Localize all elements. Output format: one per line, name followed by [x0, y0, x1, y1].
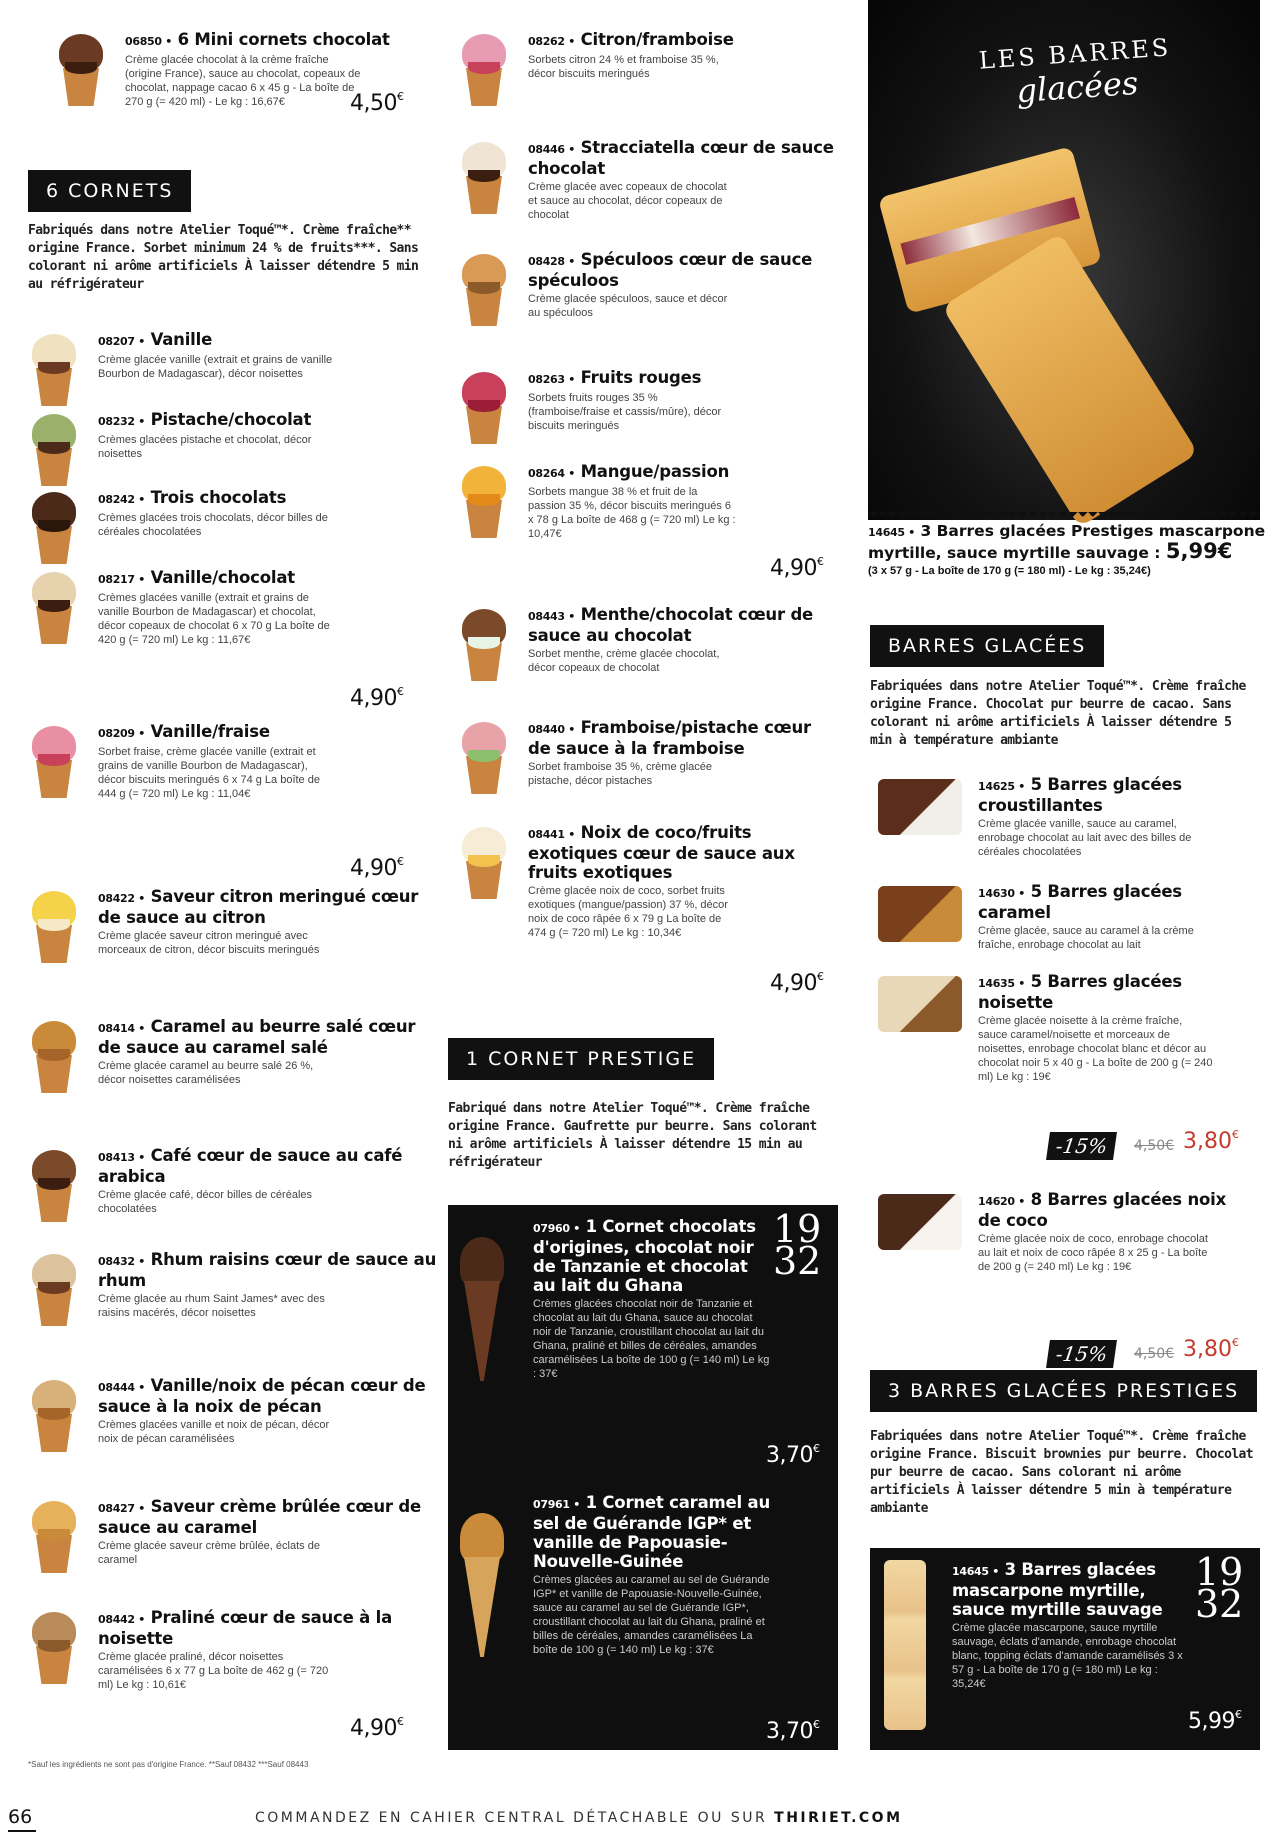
ice-cream-cone-image	[28, 492, 80, 568]
item-desc: Crème glacée café, décor billes de céréales chocolatées	[98, 1189, 313, 1215]
prestige-item-title: 1 Cornet chocolats d'origines, chocolat noir de Tanzanie et chocolat au lait du Ghana	[533, 1217, 756, 1295]
section-title-6-cornets: 6 CORNETS	[28, 170, 191, 212]
item-text	[528, 462, 838, 541]
item-code: 06850 •	[125, 35, 173, 48]
item-text	[98, 488, 438, 539]
item-desc: Sorbets citron 24 % et framboise 35 %, décor biscuits meringués	[528, 54, 719, 80]
old-price: 4,50€	[1134, 1346, 1175, 1362]
item-code: 08263 •	[528, 373, 576, 386]
barre-item-text	[978, 775, 1243, 859]
item-desc: Crème glacée spéculoos, sauce et décor au spéculoos	[528, 293, 728, 319]
item-title: Pistache/chocolat	[150, 410, 312, 429]
hero-title-line-2: glacées	[1015, 63, 1140, 111]
item-text	[528, 368, 838, 433]
hero-title-line-1: LES BARRES	[977, 33, 1173, 75]
hero-item-price: 5,99€	[1165, 539, 1233, 563]
item-code: 08443 •	[528, 610, 576, 623]
item-code: 08413 •	[98, 1151, 146, 1164]
item-desc: Crème glacée noix de coco, sorbet fruits exotiques (mangue/passion) 37 %, décor noix de coco râpée 6 x 79 g La boîte de 474 g (= 720 ml) Le kg : 10,34€	[528, 885, 728, 939]
section-title-cornet-prestige: 1 CORNET PRESTIGE	[448, 1038, 714, 1080]
ice-cream-cone-image	[28, 1501, 80, 1577]
ice-cream-cone-image	[458, 466, 510, 542]
prestige-bar-image	[884, 1560, 926, 1730]
item-code: 08262 •	[528, 35, 576, 48]
barre-item-title: 5 Barres glacées noisette	[978, 972, 1182, 1012]
sauce-shape	[38, 1178, 70, 1190]
item-text	[98, 1146, 438, 1216]
sauce-shape	[38, 754, 70, 766]
item-text	[528, 605, 838, 675]
ice-cream-cone-image	[28, 1021, 80, 1097]
sauce-shape	[468, 637, 500, 649]
section-title-barres: BARRES GLACÉES	[870, 625, 1104, 667]
item-title: Citron/framboise	[580, 30, 734, 49]
logo-line-1: 19	[773, 1207, 822, 1251]
item-text	[98, 1250, 438, 1320]
section-intro-prestiges: Fabriquées dans notre Atelier Toqué™*. Crème fraîche origine France. Biscuit brownies pur beurre. Chocolat pur beurre de cacao. Sans colorant ni arôme artificiels À laisser détendre 5 min à température ambiante	[870, 1429, 1254, 1516]
item-title: Spéculoos cœur de sauce spéculoos	[528, 250, 813, 290]
barre-item-text	[978, 1190, 1243, 1274]
ice-cream-cone-image	[458, 142, 510, 218]
prestige-bar-code: 14645 •	[952, 1565, 1000, 1578]
euro-sign: €	[1234, 1708, 1242, 1721]
item-title: Praliné cœur de sauce à la noisette	[98, 1608, 393, 1648]
section-intro-6-cornets: Fabriqués dans notre Atelier Toqué™*. Crème fraîche** origine France. Sorbet minimum 24 % de fruits***. Sans colorant ni arôme artificiels À laisser détendre 5 min au réfrigérateur	[28, 223, 419, 292]
sauce-shape	[65, 62, 97, 74]
sauce-shape	[38, 1408, 70, 1420]
item-price: 4,50€	[350, 90, 404, 116]
item-code: 08232 •	[98, 415, 146, 428]
sauce-shape	[38, 1529, 70, 1541]
item-desc: Sorbets fruits rouges 35 % (framboise/fraise et cassis/mûre), décor biscuits meringués	[528, 392, 722, 432]
sauce-shape	[468, 855, 500, 867]
ice-cream-cone-image	[458, 34, 510, 110]
prestige-box	[448, 1205, 838, 1750]
barre-item-code: 14625 •	[978, 780, 1026, 793]
item-title: Stracciatella cœur de sauce chocolat	[528, 138, 834, 178]
item-desc: Sorbet framboise 35 %, crème glacée pistache, décor pistaches	[528, 761, 713, 787]
sauce-shape	[468, 494, 500, 506]
barre-item-text	[978, 882, 1243, 952]
item-title: Vanille/noix de pécan cœur de sauce à la noix de pécan	[98, 1376, 426, 1416]
prestige-item-desc: Crèmes glacées chocolat noir de Tanzanie et chocolat au lait du Ghana, sauce au chocolat noir de Tanzanie, croustillant chocolat au lait du Ghana, praliné et billes de céréales, amandes caramélisées La boîte de 100 g (= 140 ml) Le kg : 37€	[533, 1298, 770, 1380]
ice-cream-cone-image	[458, 722, 510, 798]
prestige-item-price: 3,70€	[766, 1442, 820, 1468]
item-text	[98, 722, 438, 801]
prestige-item-code: 07961 •	[533, 1498, 581, 1511]
ice-cream-cone-image	[28, 726, 80, 802]
barre-item-code: 14635 •	[978, 977, 1026, 990]
item-code: 08414 •	[98, 1022, 146, 1035]
barre-image	[878, 886, 962, 942]
sauce-shape	[38, 520, 70, 532]
sauce-shape	[38, 1049, 70, 1061]
sauce-shape	[38, 919, 70, 931]
item-title: Mangue/passion	[580, 462, 730, 481]
item-desc: Crèmes glacées trois chocolats, décor billes de céréales chocolatées	[98, 512, 328, 538]
section-intro-cornet-prestige: Fabriqué dans notre Atelier Toqué™*. Crème fraîche origine France. Gaufrette pur beurre. Sans colorant ni arôme artificiels À laisser détendre 15 min au réfrigérateur	[448, 1101, 817, 1170]
barre-item-desc: Crème glacée noix de coco, enrobage chocolat au lait et noix de coco râpée 8 x 25 g - La boîte de 200 g (= 240 ml) Le kg : 19€	[978, 1233, 1208, 1273]
item-desc: Crème glacée chocolat à la crème fraîche (origine France), sauce au chocolat, copeaux de chocolat, nappage cacao 6 x 45 g - La boîte de 270 g (= 420 ml) - Le kg : 16,67€	[125, 54, 361, 108]
item-code: 08441 •	[528, 828, 576, 841]
item-desc: Crème glacée vanille (extrait et grains de vanille Bourbon de Madagascar), décor noisettes	[98, 354, 333, 380]
prestige-item-code: 07960 •	[533, 1222, 581, 1235]
item-title: Saveur crème brûlée cœur de sauce au caramel	[98, 1497, 421, 1537]
item-price: 4,90€	[350, 685, 404, 711]
discount-badge: -15%	[1046, 1132, 1117, 1160]
sauce-shape	[38, 362, 70, 374]
footer-order-text: COMMANDEZ EN CAHIER CENTRAL DÉTACHABLE OU SUR	[255, 1810, 768, 1826]
zigzag-divider	[868, 512, 1260, 522]
sauce-shape	[468, 62, 500, 74]
item-title: Café cœur de sauce au café arabica	[98, 1146, 403, 1186]
sauce-shape	[38, 442, 70, 454]
item-code: 08242 •	[98, 493, 146, 506]
barre-item-title: 5 Barres glacées caramel	[978, 882, 1182, 922]
item-price: 4,90€	[770, 555, 824, 581]
prestige-item-desc: Crèmes glacées au caramel au sel de Guérande IGP* et vanille de Papouasie-Nouvelle-Guinée, sauce au caramel au sel de Guérande IGP*, croustillant chocolat au lait du Ghana, praliné et billes de céréales, amandes caramélisées La boîte de 100 g (= 140 ml) Le kg : 37€	[533, 1574, 770, 1656]
footer-text	[255, 1810, 903, 1826]
item-code: 08432 •	[98, 1255, 146, 1268]
item-desc: Crème glacée saveur citron meringué avec morceaux de citron, décor biscuits meringués	[98, 930, 320, 956]
item-text	[528, 823, 838, 940]
prestige-item-price: 3,70€	[766, 1718, 820, 1744]
old-price: 4,50€	[1134, 1138, 1175, 1154]
sauce-shape	[468, 400, 500, 412]
item-code: 08207 •	[98, 335, 146, 348]
logo-line-2: 32	[773, 1239, 822, 1283]
item-desc: Crèmes glacées vanille et noix de pécan, décor noix de pécan caramélisées	[98, 1419, 330, 1445]
prestige-item-text	[533, 1217, 773, 1381]
hero-title	[978, 33, 1175, 112]
item-text	[528, 250, 838, 320]
ice-cream-cone-image	[458, 609, 510, 685]
barre-item-text	[978, 972, 1243, 1084]
barre-item-code: 14620 •	[978, 1195, 1026, 1208]
item-title: Rhum raisins cœur de sauce au rhum	[98, 1250, 437, 1290]
item-title: Caramel au beurre salé cœur de sauce au caramel salé	[98, 1017, 416, 1057]
item-code: 08442 •	[98, 1613, 146, 1626]
ice-cream-cone-image	[28, 891, 80, 967]
item-title: Vanille	[150, 330, 213, 349]
barre-item-desc: Crème glacée noisette à la crème fraîche, sauce caramel/noisette et morceaux de noisettes, enrobage chocolat blanc et décor au chocolat noir 5 x 40 g - La boîte de 200 g (= 240 ml) Le kg : 19€	[978, 1015, 1213, 1083]
item-code: 08446 •	[528, 143, 576, 156]
item-title: Trois chocolats	[150, 488, 287, 507]
barre-item-title: 5 Barres glacées croustillantes	[978, 775, 1182, 815]
item-text	[528, 30, 838, 81]
barre-image	[878, 779, 962, 835]
page-number-underline	[8, 1830, 36, 1832]
prestige-cone-image	[456, 1513, 508, 1663]
logo-right-line-2: 32	[1195, 1582, 1244, 1626]
item-desc: Crème glacée caramel au beurre salé 26 %, décor noisettes caramélisées	[98, 1060, 314, 1086]
hero-item-details: (3 x 57 g - La boîte de 170 g (= 180 ml) - Le kg : 35,24€)	[868, 565, 1151, 577]
ice-cream-cone-image	[458, 372, 510, 448]
item-code: 08422 •	[98, 892, 146, 905]
sauce-shape	[38, 600, 70, 612]
barre-item-desc: Crème glacée, sauce au caramel à la crème fraîche, enrobage chocolat au lait	[978, 925, 1194, 951]
item-text	[528, 718, 838, 788]
promo-price: 3,80€	[1183, 1128, 1239, 1154]
item-code: 08427 •	[98, 1502, 146, 1515]
prestige-bar-text	[952, 1560, 1192, 1691]
item-text	[98, 330, 438, 381]
item-code: 08444 •	[98, 1381, 146, 1394]
section-title-prestiges: 3 BARRES GLACÉES PRESTIGES	[870, 1370, 1257, 1412]
item-text	[98, 887, 438, 957]
item-text	[98, 1608, 438, 1692]
item-code: 08428 •	[528, 255, 576, 268]
item-text	[98, 1017, 438, 1087]
item-text	[98, 1497, 438, 1567]
item-desc: Sorbet menthe, crème glacée chocolat, décor copeaux de chocolat	[528, 648, 720, 674]
section-intro-barres: Fabriquées dans notre Atelier Toqué™*. Crème fraîche origine France. Chocolat pur beurre de cacao. Sans colorant ni arôme artificiels À laisser détendre 5 min à température ambiante	[870, 679, 1246, 748]
sauce-shape	[468, 750, 500, 762]
ice-cream-cone-image	[28, 414, 80, 490]
prestige-bar-desc: Crème glacée mascarpone, sauce myrtille sauvage, éclats d'amande, enrobage chocolat blanc, topping éclats d'amande caramélisés 3 x 57 g - La boîte de 170 g (= 180 ml) Le kg : 35,24€	[952, 1622, 1183, 1690]
prestige-bar-box	[870, 1548, 1260, 1750]
barre-item-desc: Crème glacée vanille, sauce au caramel, enrobage chocolat au lait avec des billes de céréales chocolatées	[978, 818, 1192, 858]
barre-item-title: 8 Barres glacées noix de coco	[978, 1190, 1227, 1230]
logo-1932	[773, 1207, 822, 1283]
sauce-shape	[38, 1282, 70, 1294]
item-desc: Sorbet fraise, crème glacée vanille (extrait et grains de vanille Bourbon de Madagascar), décor biscuits meringués 6 x 74 g La boîte de 444 g (= 720 ml) Le kg : 11,04€	[98, 746, 320, 800]
prestige-cone-image	[456, 1237, 508, 1387]
prestige-bar-price-value: 5,99	[1188, 1709, 1235, 1734]
item-price: 4,90€	[770, 970, 824, 996]
item-title: Fruits rouges	[580, 368, 702, 387]
footnote: *Sauf les ingrédients ne sont pas d'origine France. **Sauf 08432 ***Sauf 08443	[28, 1760, 309, 1769]
item-text	[125, 30, 465, 109]
ice-cream-cone-image	[28, 572, 80, 648]
item-title: 6 Mini cornets chocolat	[177, 30, 390, 49]
item-code: 08440 •	[528, 723, 576, 736]
footer	[0, 1800, 1280, 1835]
item-title: Menthe/chocolat cœur de sauce au chocolat	[528, 605, 814, 645]
item-price: 4,90€	[350, 855, 404, 881]
prestige-bar-price	[1188, 1708, 1241, 1734]
item-desc: Crème glacée avec copeaux de chocolat et sauce au chocolat, décor copeaux de chocolat	[528, 181, 727, 221]
logo-right-line-1: 19	[1195, 1550, 1244, 1594]
ice-cream-cone-image	[28, 1150, 80, 1226]
ice-cream-cone-image	[458, 827, 510, 903]
item-text	[528, 138, 838, 222]
item-title: Framboise/pistache cœur de sauce à la framboise	[528, 718, 811, 758]
footer-site-link[interactable]: THIRIET.COM	[774, 1810, 903, 1826]
barre-image	[878, 1194, 962, 1250]
page-number: 66	[8, 1806, 33, 1828]
sauce-shape	[468, 282, 500, 294]
sauce-shape	[468, 170, 500, 182]
item-title: Vanille/fraise	[150, 722, 270, 741]
item-price: 4,90€	[350, 1715, 404, 1741]
item-desc: Crème glacée praliné, décor noisettes caramélisées 6 x 77 g La boîte de 462 g (= 720 ml) Le kg : 10,61€	[98, 1651, 329, 1691]
barre-image	[878, 976, 962, 1032]
ice-cream-cone-image	[458, 254, 510, 330]
barre-item-code: 14630 •	[978, 887, 1026, 900]
ice-cream-cone-image	[28, 1612, 80, 1688]
item-code: 08264 •	[528, 467, 576, 480]
prestige-bar-title: 3 Barres glacées mascarpone myrtille, sauce myrtille sauvage	[952, 1560, 1163, 1619]
ice-cream-cone-image	[55, 34, 107, 110]
ice-cream-cone-image	[28, 334, 80, 410]
logo-1932-right	[1195, 1550, 1244, 1626]
hero-item-title: 3 Barres glacées Prestiges mascarpone myrtille, sauce myrtille sauvage :	[868, 522, 1266, 562]
item-desc: Crèmes glacées vanille (extrait et grains de vanille Bourbon de Madagascar) et chocolat, décor copeaux de chocolat 6 x 70 g La boîte de 420 g (= 720 ml) Le kg : 11,67€	[98, 592, 330, 646]
item-desc: Crème glacée au rhum Saint James* avec des raisins macérés, décor noisettes	[98, 1293, 325, 1319]
item-desc: Crème glacée saveur crème brûlée, éclats de caramel	[98, 1540, 320, 1566]
promo-price: 3,80€	[1183, 1336, 1239, 1362]
hero-item	[868, 522, 1268, 577]
hero-item-code: 14645 •	[868, 526, 916, 539]
item-text	[98, 410, 438, 461]
item-code: 08217 •	[98, 573, 146, 586]
prestige-item-title: 1 Cornet caramel au sel de Guérande IGP* et vanille de Papouasie-Nouvelle-Guinée	[533, 1493, 771, 1571]
prestige-item-text	[533, 1493, 773, 1657]
item-title: Saveur citron meringué cœur de sauce au citron	[98, 887, 419, 927]
item-code: 08209 •	[98, 727, 146, 740]
ice-cream-cone-image	[28, 1380, 80, 1456]
discount-badge: -15%	[1046, 1340, 1117, 1368]
ice-cream-cone-image	[28, 1254, 80, 1330]
item-desc: Sorbets mangue 38 % et fruit de la passion 35 %, décor biscuits meringués 6 x 78 g La boîte de 468 g (= 720 ml) Le kg : 10,47€	[528, 486, 736, 540]
item-title: Noix de coco/fruits exotiques cœur de sauce aux fruits exotiques	[528, 823, 795, 882]
item-text	[98, 568, 438, 647]
item-desc: Crèmes glacées pistache et chocolat, décor noisettes	[98, 434, 312, 460]
item-text	[98, 1376, 438, 1446]
item-title: Vanille/chocolat	[150, 568, 295, 587]
sauce-shape	[38, 1640, 70, 1652]
